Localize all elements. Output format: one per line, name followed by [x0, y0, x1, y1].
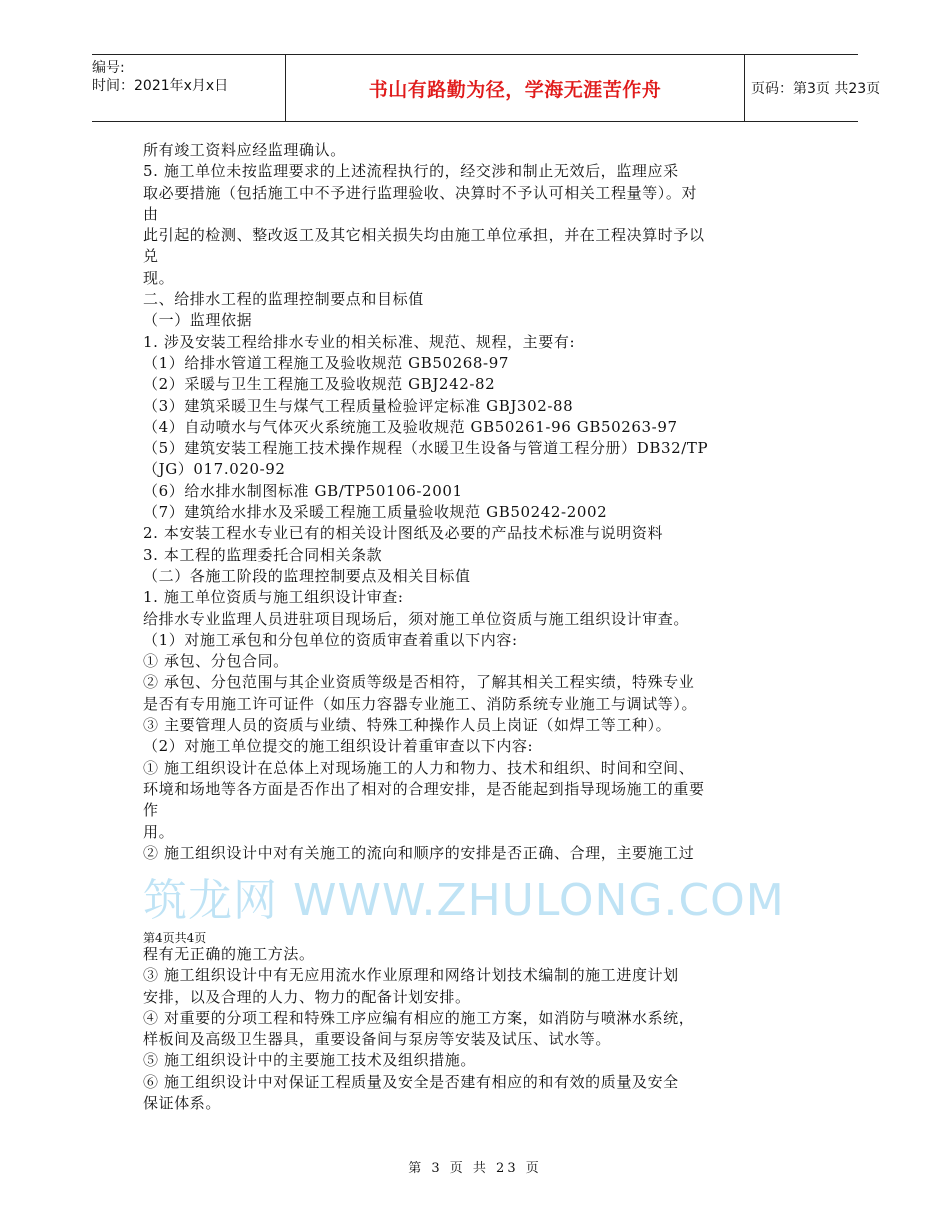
text-line: ② 施工组织设计中对有关施工的流向和顺序的安排是否正确、合理，主要施工过: [143, 843, 695, 862]
text-line: 二、给排水工程的监理控制要点和目标值: [143, 290, 424, 309]
text-line: （一）监理依据: [143, 311, 253, 330]
text-line: 兑: [143, 247, 159, 266]
text-line: 1. 涉及安装工程给排水专业的相关标准、规范、规程，主要有:: [143, 332, 576, 351]
text-line: 由: [143, 204, 159, 223]
text-line: 环境和场地等各方面是否作出了相对的合理安排，是否能起到指导现场施工的重要: [143, 779, 705, 798]
header-slogan-cell: [285, 55, 745, 121]
text-line: （7）建筑给水排水及采暖工程施工质量验收规范 GB50242-2002: [143, 503, 608, 522]
document-body-continued: [143, 944, 823, 1114]
document-body: [143, 140, 823, 864]
text-line: 所有竣工资料应经监理确认。: [143, 141, 346, 159]
text-line: （4）自动喷水与气体灭火系统施工及验收规范 GB50261-96 GB50263-97: [143, 417, 678, 436]
page-footer: 第 3 页 共 23 页: [408, 1161, 542, 1176]
text-line: 给排水专业监理人员进驻项目现场后，须对施工单位资质与施工组织设计审查。: [143, 609, 690, 628]
text-line: 安排，以及合理的人力、物力的配备计划安排。: [143, 987, 471, 1006]
text-line: ② 承包、分包范围与其企业资质等级是否相符，了解其相关工程实绩，特殊专业: [143, 673, 695, 692]
text-line: （1）对施工承包和分包单位的资质审查着重以下内容:: [143, 630, 518, 649]
text-line: 此引起的检测、整改返工及其它相关损失均由施工单位承担，并在工程决算时予以: [143, 226, 705, 245]
text-line: （3）建筑采暖卫生与煤气工程质量检验评定标准 GBJ302-88: [143, 396, 574, 415]
text-line: ③ 主要管理人员的资质与业绩、特殊工种操作人员上岗证（如焊工等工种）。: [143, 716, 672, 735]
text-line: 是否有专用施工许可证件（如压力容器专业施工、消防系统专业施工与调试等）。: [143, 694, 698, 713]
text-line: 2. 本安装工程水专业已有的相关设计图纸及必要的产品技术标准与说明资料: [143, 524, 664, 543]
text-line: （5）建筑安装工程施工技术操作规程（水暖卫生设备与管道工程分册）DB32/TP: [143, 439, 709, 458]
inline-page-label: 第4页共4页: [143, 931, 207, 945]
header-page-number: 页码：第3页 共23页: [751, 81, 881, 97]
document-number-label: 编号:: [92, 60, 125, 76]
text-line: （2）采暖与卫生工程施工及验收规范 GBJ242-82: [143, 375, 496, 394]
text-line: 5. 施工单位未按监理要求的上述流程执行的，经交涉和制止无效后，监理应采: [143, 162, 679, 181]
text-line: 样板间及高级卫生器具，重要设备间与泵房等安装及试压、试水等。: [143, 1030, 612, 1049]
document-date: 时间：2021年x月x日: [92, 78, 229, 94]
text-line: ④ 对重要的分项工程和特殊工序应编有相应的施工方案，如消防与喷淋水系统，: [143, 1008, 695, 1027]
text-line: 1. 施工单位资质与施工组织设计审查:: [143, 588, 404, 607]
text-line: ⑤ 施工组织设计中的主要施工技术及组织措施。: [143, 1051, 476, 1070]
text-line: （二）各施工阶段的监理控制要点及相关目标值: [143, 566, 471, 585]
text-line: ⑥ 施工组织设计中对保证工程质量及安全是否建有相应的和有效的质量及安全: [143, 1072, 679, 1091]
text-line: （2）对施工单位提交的施工组织设计着重审查以下内容:: [143, 737, 534, 756]
page-header: [92, 54, 881, 122]
text-line: ③ 施工组织设计中有无应用流水作业原理和网络计划技术编制的施工进度计划: [143, 966, 679, 985]
text-line: （JG）017.020-92: [143, 460, 286, 479]
text-line: 保证体系。: [143, 1094, 222, 1113]
text-line: ① 承包、分包合同。: [143, 652, 289, 671]
header-meta: [92, 55, 285, 125]
header-slogan: 书山有路勤为径，学海无涯苦作舟: [368, 78, 662, 101]
text-line: ① 施工组织设计在总体上对现场施工的人力和物力、技术和组织、时间和空间、: [143, 758, 695, 777]
watermark-text: 筑龙网 WWW.ZHULONG.COM: [143, 875, 785, 926]
text-line: 作: [143, 801, 159, 820]
text-line: 用。: [143, 822, 175, 841]
text-line: 取必要措施（包括施工中不予进行监理验收、决算时不予认可相关工程量等）。对: [143, 183, 698, 202]
text-line: 现。: [143, 268, 175, 287]
text-line: （1）给排水管道工程施工及验收规范 GB50268-97: [143, 353, 509, 372]
text-line: （6）给水排水制图标准 GB/TP50106-2001: [143, 481, 463, 500]
text-line: 程有无正确的施工方法。: [143, 945, 315, 963]
text-line: 3. 本工程的监理委托合同相关条款: [143, 545, 383, 564]
